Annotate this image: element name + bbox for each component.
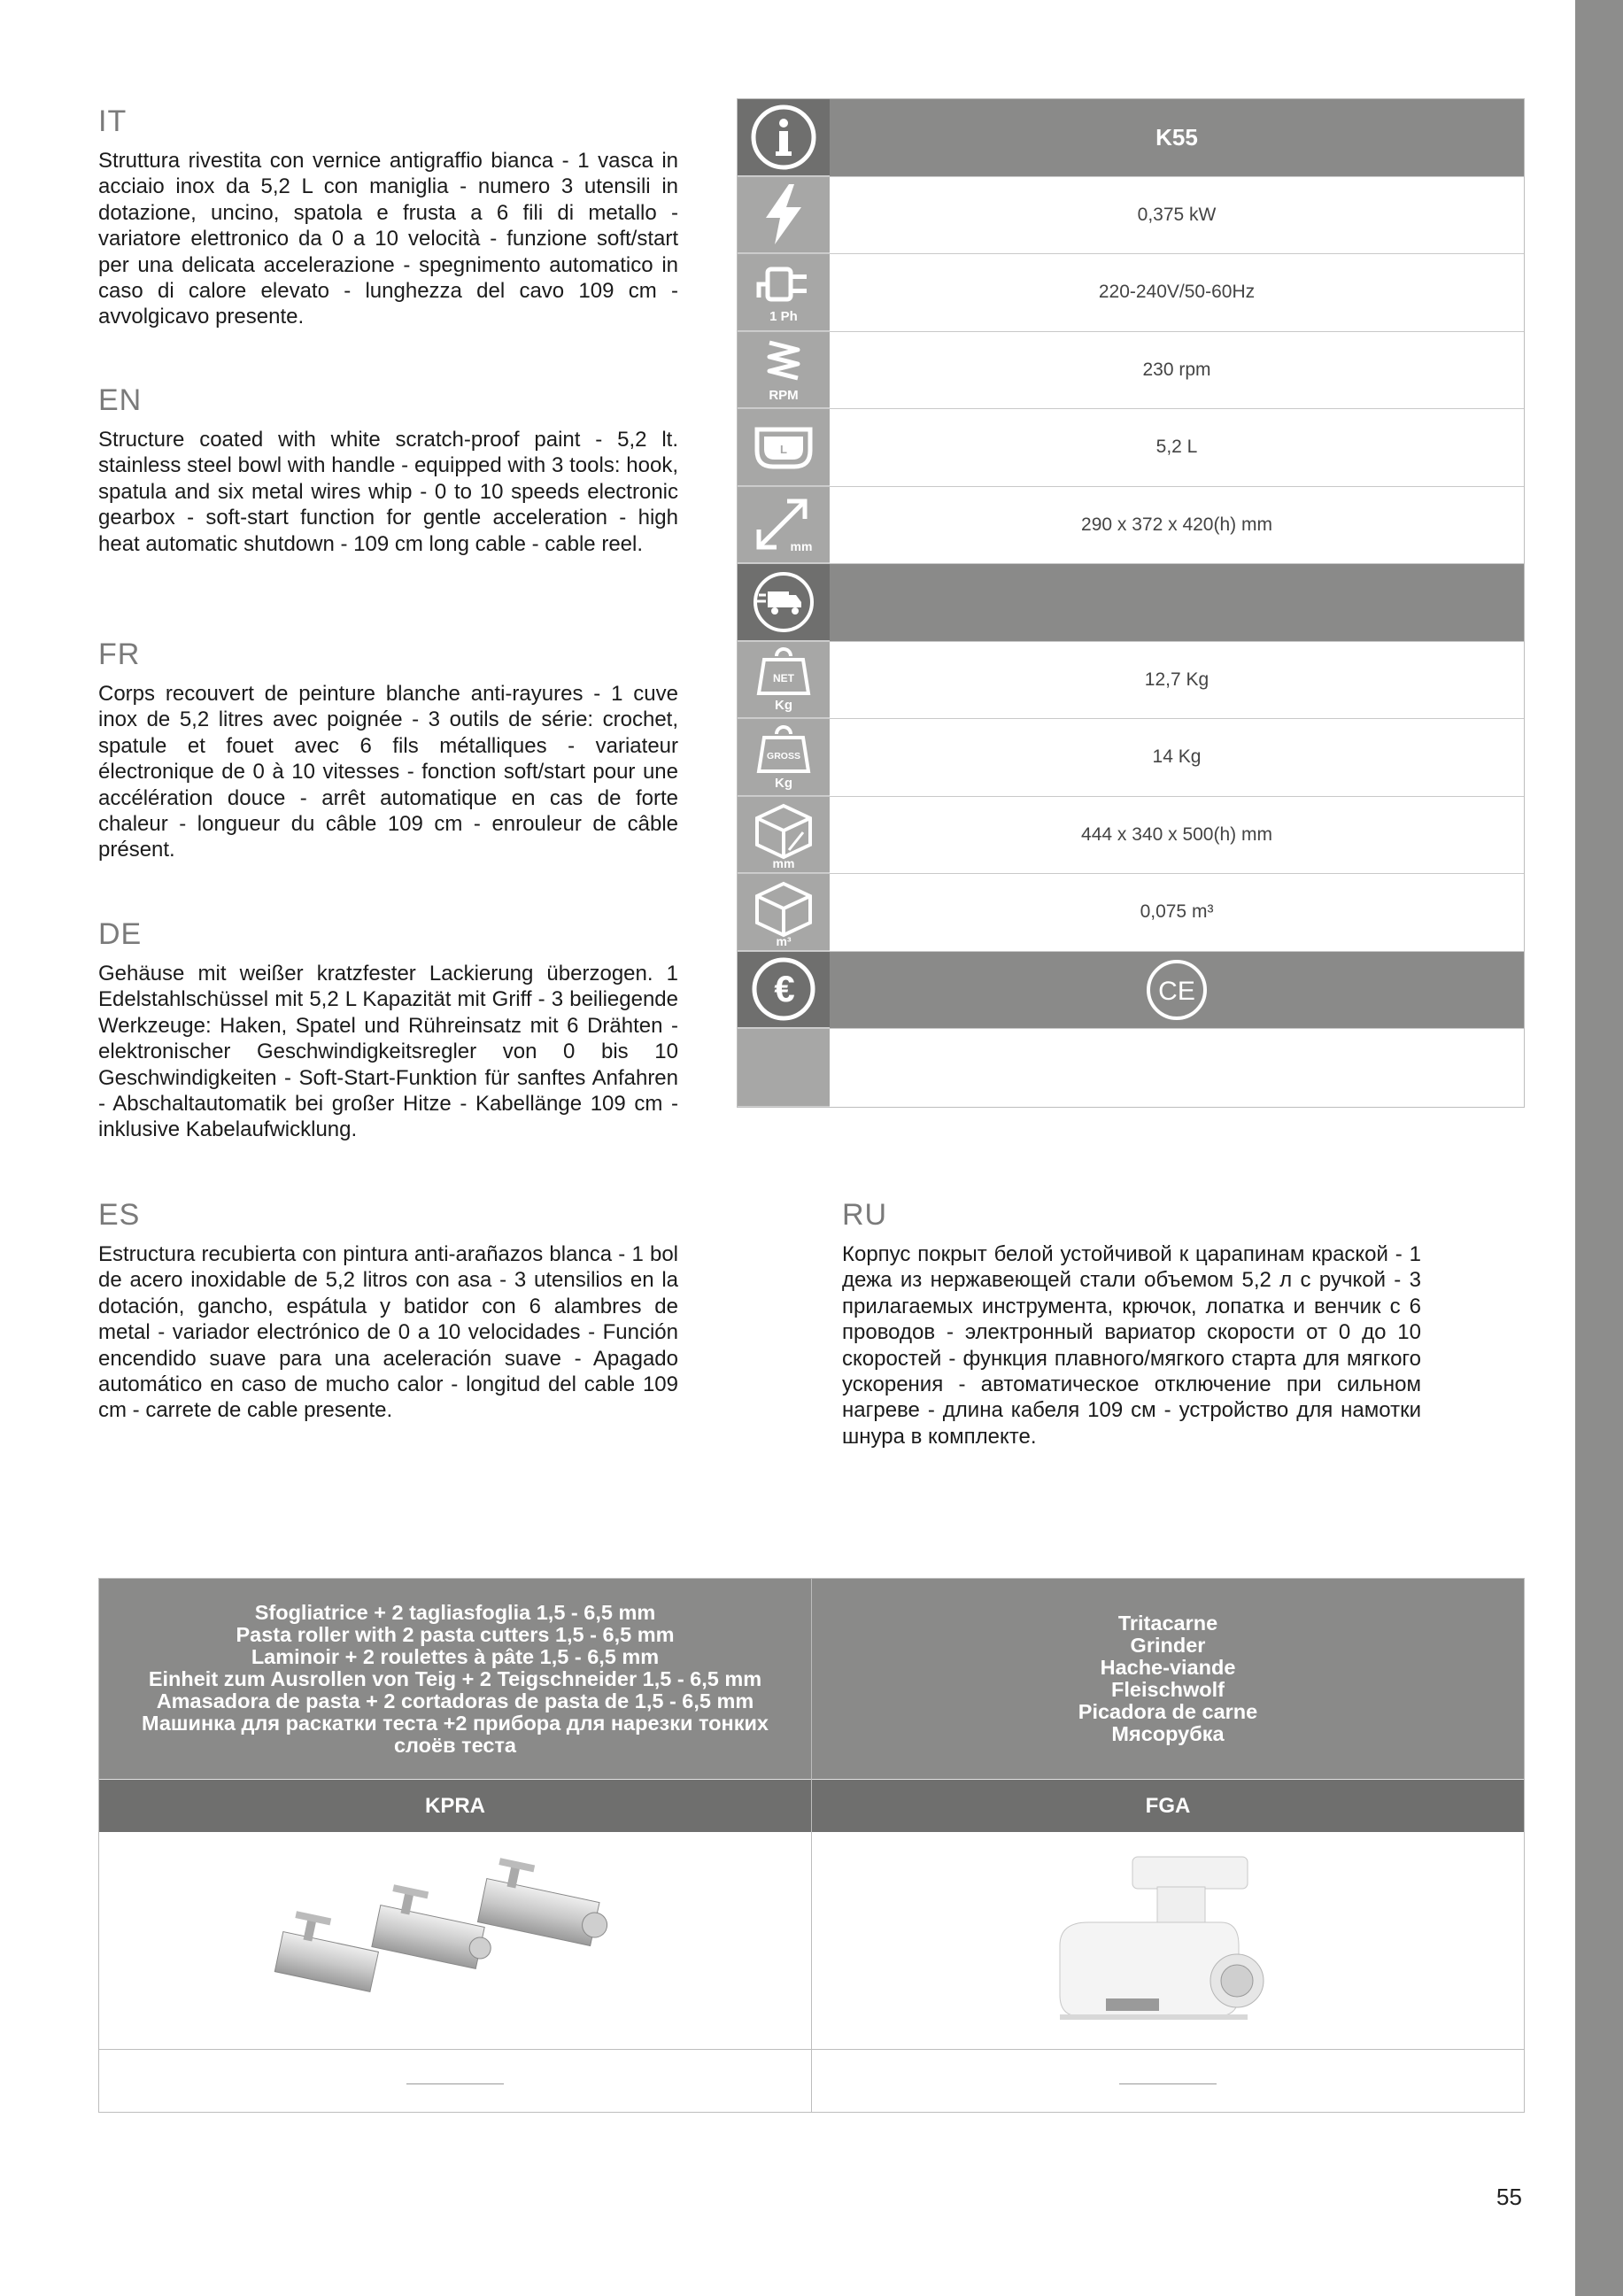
spring-icon [738,332,830,409]
accessory-footer [812,2050,1524,2112]
description-es [98,1197,678,1424]
spec-row-capacity [738,409,1524,487]
lang-code: EN [98,383,143,417]
net-weight-icon [738,642,830,719]
lang-code: IT [98,104,128,138]
svg-text:Kg: Kg [775,775,792,791]
desc-line: Laminoir + 2 roulettes à pâte 1,5 - 6,5 mm [251,1644,660,1668]
accessory-kpra [99,1579,812,2112]
package-dimensions-icon [738,797,830,874]
spec-rpm: 230 rpm [1142,359,1211,380]
spec-row-rpm [738,332,1524,410]
spec-row-model [738,99,1524,177]
accessory-footer [99,2050,811,2112]
svg-text:RPM: RPM [769,388,799,404]
lang-code: RU [842,1198,888,1232]
desc-line: Sfogliatrice + 2 tagliasfoglia 1,5 - 6,5 mm [254,1600,656,1624]
spec-row-price [738,952,1524,1030]
svg-text:CE: CE [1158,976,1195,1006]
accessory-description [99,1579,811,1780]
desc-line: Tritacarne [1117,1612,1218,1635]
desc-line: Einheit zum Ausrollen von Teig + 2 Teigschneider 1,5 - 6,5 mm [148,1666,762,1690]
desc-line: Grinder [1130,1634,1206,1657]
spec-model: K55 [830,99,1524,176]
accessories-table [98,1578,1525,2113]
desc-line: Pasta roller with 2 pasta cutters 1,5 - 6,5 mm [236,1622,675,1646]
spec-dimensions: 290 x 372 x 420(h) mm [1081,514,1272,535]
spec-voltage: 220-240V/50-60Hz [1098,282,1256,303]
lang-text: Корпус покрыт белой устойчивой к царапинам краской - 1 дежа из нержавеющей стали объемом 5,2 л с ручкой - 3 прилагаемых инструмента, крючок, лопатка и венчик с 6 проводов - электронный вариатор скорости от 0 до 10 скоростей - функция плавного/мягкого старта для мягкого ускорения - автоматическое отключение при сильном нагреве - длина кабеля 109 см - устройство для намотки шнура в комплекте. [842,1242,1421,1449]
spec-gross-weight: 14 Kg [1152,746,1202,768]
svg-text:NET: NET [773,672,794,685]
description-de [98,916,678,1143]
ce-mark [830,952,1524,1029]
spec-row-package-volume [738,874,1524,952]
pasta-roller-image [99,1832,811,2050]
spec-capacity: 5,2 L [1155,437,1198,458]
accessory-code: KPRA [99,1780,811,1832]
desc-line: Fleischwolf [1111,1678,1225,1701]
desc-line: Мясорубка [1111,1722,1225,1745]
plug-icon [738,254,830,331]
spec-row-empty [738,1029,1524,1107]
package-volume-icon [738,874,830,951]
lang-code: ES [98,1198,141,1232]
lang-code: FR [98,638,141,671]
info-icon [738,99,830,176]
accessory-description [812,1579,1524,1780]
lang-text: Struttura rivestita con vernice antigraffio bianca - 1 vasca in acciaio inox da 5,2 L con maniglia - numero 3 utensili in dotazione, uncino, spatola e frusta a 6 fili di metallo - variatore elettronico da 0 a 10 velocità - funzione soft/start per una delicata accelerazione - spegnimento automatico in caso di calore elevato - lunghezza del cavo 109 cm - avvolgicavo presente. [98,149,678,329]
divider [406,2083,504,2084]
desc-line: слоёв теста [393,1733,516,1757]
spec-row-voltage [738,254,1524,332]
spec-row-package-dimensions [738,797,1524,875]
description-it [98,104,678,330]
spec-row-power [738,177,1524,255]
page-number: 55 [1496,2184,1522,2210]
svg-text:mm: mm [772,856,795,870]
lang-text: Estructura recubierta con pintura anti-arañazos blanca - 1 bol de acero inoxidable de 5,2 litros con asa - 3 utensilios en la dotación, gancho, espátula y batidor con 6 alambres de metal - variador electrónico de 0 a 10 velocidades - Función encendido suave para una aceleración suave - Apagado automático en caso de mucho calor - longitud del cable 109 cm - carrete de cable presente. [98,1242,678,1423]
spec-package-dimensions: 444 x 340 x 500(h) mm [1081,823,1272,845]
shipping-icon [738,564,830,641]
spec-power: 0,375 kW [1137,204,1217,225]
empty-icon-cell [738,1029,830,1107]
spec-row-gross-weight [738,719,1524,797]
description-ru [842,1197,1421,1449]
svg-text:Kg: Kg [775,698,792,714]
power-icon [738,177,830,254]
spec-row-net-weight [738,642,1524,720]
description-en [98,383,678,557]
spec-package-volume: 0,075 m³ [1140,901,1214,923]
svg-text:GROSS: GROSS [767,750,800,761]
meat-grinder-image [812,1832,1524,2050]
ce-mark-icon [1145,958,1209,1022]
gross-weight-icon [738,719,830,796]
accessory-fga [812,1579,1524,2112]
bowl-icon [738,409,830,486]
description-fr [98,637,678,863]
desc-line: Машинка для раскатки теста +2 прибора для нарезки тонких [142,1711,769,1735]
lang-code: DE [98,917,143,951]
svg-text:L: L [780,442,787,456]
lang-text: Structure coated with white scratch-proof paint - 5,2 lt. stainless steel bowl with handle - equipped with 3 tools: hook, spatula and six metal wires whip - 0 to 10 speeds electronic gearbox - soft-start function for gentle acceleration - high heat automatic shutdown - 109 cm long cable - cable reel. [98,428,678,556]
desc-line: Amasadora de pasta + 2 cortadoras de pasta de 1,5 - 6,5 mm [156,1689,754,1712]
lang-text: Corps recouvert de peinture blanche anti-rayures - 1 cuve inox de 5,2 litres avec poignée - 3 outils de série: crochet, spatule et fouet avec 6 fils métalliques - variateur électronique de 0 à 10 vitesses - fonction soft/start pour une accélération douce - arrêt automatique en cas de forte chaleur - longueur du câble 109 cm - enrouleur de câble présent. [98,682,678,862]
svg-text:mm: mm [790,539,813,554]
desc-line: Hache-viande [1100,1656,1236,1679]
spec-row-shipping [738,564,1524,642]
lang-text: Gehäuse mit weißer kratzfester Lackierung überzogen. 1 Edelstahlschüssel mit 5,2 L Kapazität mit Griff - 3 beiliegende Werkzeuge: Haken, Spatel und Rühreinsatz mit 6 Drähten - elektronischer Geschwindigkeitsregler von 0 bis 10 Geschwindigkeiten - Soft-Start-Funktion für sanftes Anfahren - Abschaltautomatik bei großer Hitze - Kabellänge 109 cm - inklusive Kabelaufwicklung. [98,962,678,1142]
euro-icon [738,952,830,1029]
desc-line: Picadora de carne [1078,1700,1258,1723]
svg-text:m³: m³ [776,933,792,947]
spec-empty [830,1029,1524,1107]
spec-table [737,98,1525,1108]
spec-shipping [830,564,1524,641]
accessory-code: FGA [812,1780,1524,1832]
svg-text:1 Ph: 1 Ph [769,308,798,324]
dimensions-icon [738,487,830,564]
spec-row-dimensions [738,487,1524,565]
divider [1119,2083,1217,2084]
svg-text:€: € [774,968,795,1010]
spec-net-weight: 12,7 Kg [1144,669,1210,690]
side-bar [1575,0,1623,2296]
